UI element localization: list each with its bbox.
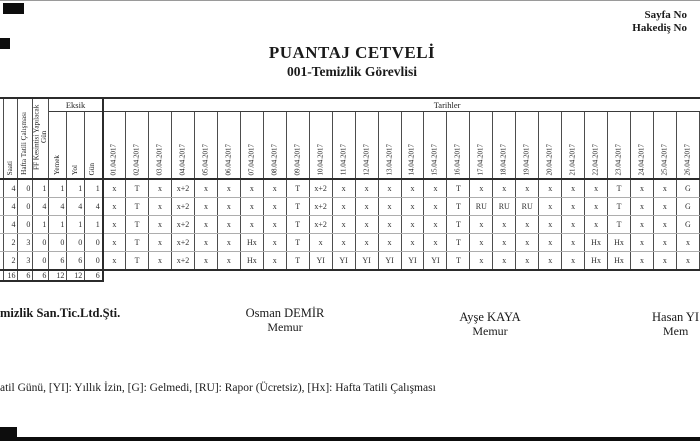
day-cell: x bbox=[378, 216, 401, 234]
date-column-header bbox=[470, 112, 493, 180]
day-cell: x bbox=[217, 234, 240, 252]
eksik-column-header-1-label: Yol bbox=[71, 164, 79, 175]
date-column-header-label: 09.04.2017 bbox=[293, 143, 302, 175]
day-cell: x bbox=[401, 179, 424, 198]
total-value-cell: 6 bbox=[18, 270, 33, 281]
eksik-column-header-0-label: Yemek bbox=[53, 154, 62, 175]
day-cell: T bbox=[608, 179, 631, 198]
day-cell: x bbox=[332, 198, 355, 216]
date-column-header-label: 24.04.2017 bbox=[637, 143, 646, 175]
total-value-cell: 6 bbox=[33, 270, 49, 281]
date-column-header bbox=[217, 112, 240, 180]
date-column-header bbox=[355, 112, 378, 180]
day-cell: Hx bbox=[585, 252, 608, 271]
day-cell: x bbox=[516, 252, 539, 271]
date-column-header bbox=[309, 112, 332, 180]
eksik-column-header-0 bbox=[49, 112, 67, 180]
day-cell: x bbox=[493, 216, 516, 234]
date-column-header-label: 02.04.2017 bbox=[132, 143, 141, 175]
left-value-cell: 1 bbox=[33, 216, 49, 234]
day-cell: x bbox=[562, 234, 585, 252]
left-value-cell: 0 bbox=[18, 216, 33, 234]
signer-role: Mem bbox=[663, 324, 689, 338]
day-cell: x bbox=[424, 234, 447, 252]
day-cell: x bbox=[194, 216, 217, 234]
day-cell: YI bbox=[378, 252, 401, 271]
day-cell: T bbox=[126, 216, 149, 234]
total-value-cell: 6 bbox=[85, 270, 103, 281]
day-cell: x bbox=[470, 179, 493, 198]
left-value-cell: 0 bbox=[18, 198, 33, 216]
day-cell: YI bbox=[355, 252, 378, 271]
date-column-header-label: 03.04.2017 bbox=[155, 143, 164, 175]
day-cell: x bbox=[424, 198, 447, 216]
date-column-header-label: 05.04.2017 bbox=[201, 143, 210, 175]
day-cell: x bbox=[355, 179, 378, 198]
day-cell: x bbox=[676, 252, 699, 271]
date-column-header-label: 23.04.2017 bbox=[614, 143, 623, 175]
day-cell: x bbox=[332, 216, 355, 234]
day-cell: Hx bbox=[608, 234, 631, 252]
company-name: mizlik San.Tic.Ltd.Şti. bbox=[0, 306, 121, 320]
day-cell: x bbox=[194, 234, 217, 252]
day-cell: x bbox=[355, 198, 378, 216]
left-column-header-1 bbox=[18, 98, 33, 179]
day-cell: x bbox=[424, 179, 447, 198]
day-cell: T bbox=[126, 252, 149, 271]
scan-edge-line bbox=[0, 0, 700, 1]
date-column-header-label: 14.04.2017 bbox=[407, 143, 416, 175]
day-cell: T bbox=[126, 234, 149, 252]
day-cell: x bbox=[332, 179, 355, 198]
day-cell: YI bbox=[332, 252, 355, 271]
day-cell: x bbox=[103, 179, 126, 198]
day-cell: x bbox=[516, 234, 539, 252]
left-value-cell: 1 bbox=[67, 179, 85, 198]
hakedis-no-label: Hakediş No bbox=[632, 22, 687, 34]
left-value-cell: 0 bbox=[67, 234, 85, 252]
day-cell: x+2 bbox=[309, 216, 332, 234]
employee-row bbox=[0, 252, 700, 271]
tarihler-group-header bbox=[103, 98, 700, 112]
day-cell: x bbox=[355, 234, 378, 252]
date-column-header bbox=[516, 112, 539, 180]
day-cell: x bbox=[217, 252, 240, 271]
day-cell: x bbox=[470, 234, 493, 252]
total-value-cell: 12 bbox=[49, 270, 67, 281]
left-value-cell: 0 bbox=[49, 234, 67, 252]
day-cell: x bbox=[562, 198, 585, 216]
day-cell: x bbox=[103, 234, 126, 252]
date-column-header-label: 18.04.2017 bbox=[499, 143, 508, 175]
day-cell: T bbox=[286, 216, 309, 234]
day-cell: x bbox=[631, 252, 654, 271]
day-cell: Hx bbox=[240, 252, 263, 271]
day-cell: T bbox=[286, 234, 309, 252]
day-cell: x bbox=[355, 216, 378, 234]
day-cell: x bbox=[149, 234, 172, 252]
left-value-cell: 4 bbox=[67, 198, 85, 216]
date-column-header bbox=[447, 112, 470, 180]
day-cell: YI bbox=[424, 252, 447, 271]
day-cell: x bbox=[263, 179, 286, 198]
day-cell: x bbox=[263, 198, 286, 216]
total-value-cell: 12 bbox=[67, 270, 85, 281]
day-cell: x+2 bbox=[309, 179, 332, 198]
date-column-header bbox=[194, 112, 217, 180]
day-cell: x bbox=[470, 252, 493, 271]
day-cell: RU bbox=[516, 198, 539, 216]
date-column-header bbox=[263, 112, 286, 180]
day-cell: x bbox=[539, 179, 562, 198]
day-cell: T bbox=[608, 216, 631, 234]
day-cell: x bbox=[103, 198, 126, 216]
day-cell: x bbox=[217, 179, 240, 198]
employee-row bbox=[0, 234, 700, 252]
left-column-header-1-label: Hafta Tatili Çalışması bbox=[20, 112, 29, 175]
day-cell: x bbox=[653, 216, 676, 234]
day-cell: x bbox=[631, 198, 654, 216]
eksik-group-header: Eksik bbox=[49, 98, 103, 112]
day-cell: x bbox=[263, 216, 286, 234]
day-cell: x bbox=[263, 252, 286, 271]
day-cell: x bbox=[378, 179, 401, 198]
day-cell: x bbox=[401, 234, 424, 252]
status-code-legend: atil Günü, [YI]: Yıllık İzin, [G]: Gelmedi, [RU]: Rapor (Ücretsiz), [Hx]: Hafta Tatili Çalışması bbox=[0, 382, 436, 394]
day-cell: G bbox=[676, 198, 699, 216]
left-value-cell: 2 bbox=[4, 234, 18, 252]
signature-block bbox=[652, 310, 700, 338]
day-cell: x bbox=[149, 179, 172, 198]
left-column-header-0-label: Saati bbox=[6, 160, 15, 175]
date-column-header-label: 13.04.2017 bbox=[384, 143, 393, 175]
day-cell: YI bbox=[401, 252, 424, 271]
date-column-header bbox=[172, 112, 195, 180]
day-cell: x+2 bbox=[309, 198, 332, 216]
day-cell: x bbox=[470, 216, 493, 234]
left-value-cell: 1 bbox=[85, 179, 103, 198]
left-value-cell: 0 bbox=[33, 252, 49, 271]
signer-role: Memur bbox=[267, 320, 303, 334]
left-value-cell: 4 bbox=[4, 216, 18, 234]
day-cell: x bbox=[493, 234, 516, 252]
day-cell: x+2 bbox=[172, 198, 195, 216]
day-cell: x bbox=[240, 198, 263, 216]
day-cell: Hx bbox=[608, 252, 631, 271]
day-cell: x bbox=[217, 216, 240, 234]
day-cell: x bbox=[562, 179, 585, 198]
date-column-header bbox=[424, 112, 447, 180]
left-value-cell: 4 bbox=[4, 179, 18, 198]
left-value-cell: 2 bbox=[4, 252, 18, 271]
day-cell: G bbox=[676, 179, 699, 198]
day-cell: T bbox=[447, 234, 470, 252]
left-value-cell: 0 bbox=[18, 179, 33, 198]
day-cell: x bbox=[585, 216, 608, 234]
employee-row bbox=[0, 198, 700, 216]
left-column-header-2 bbox=[33, 98, 49, 179]
date-column-header bbox=[562, 112, 585, 180]
date-column-header-label: 25.04.2017 bbox=[660, 143, 669, 175]
signature-block bbox=[200, 306, 370, 334]
date-column-header-label: 17.04.2017 bbox=[476, 143, 485, 175]
date-column-header-label: 15.04.2017 bbox=[430, 143, 439, 175]
page-number-labels bbox=[632, 9, 687, 35]
left-value-cell: 6 bbox=[49, 252, 67, 271]
date-column-header-label: 07.04.2017 bbox=[247, 143, 256, 175]
left-value-cell: 4 bbox=[4, 198, 18, 216]
document-subtitle: 001-Temizlik Görevlisi bbox=[286, 64, 418, 79]
left-value-cell: 0 bbox=[85, 252, 103, 271]
day-cell: x bbox=[194, 179, 217, 198]
totals-empty-region bbox=[103, 270, 700, 281]
day-cell: x bbox=[585, 179, 608, 198]
day-cell: x bbox=[194, 252, 217, 271]
day-cell: T bbox=[286, 198, 309, 216]
day-cell: x bbox=[631, 216, 654, 234]
day-cell: x bbox=[217, 198, 240, 216]
date-column-header bbox=[608, 112, 631, 180]
left-value-cell: 1 bbox=[33, 179, 49, 198]
date-column-header bbox=[126, 112, 149, 180]
date-column-header bbox=[493, 112, 516, 180]
signature-block bbox=[405, 310, 575, 338]
employee-row bbox=[0, 216, 700, 234]
employee-row bbox=[0, 179, 700, 198]
date-column-header-label: 11.04.2017 bbox=[338, 143, 347, 175]
day-cell: T bbox=[126, 198, 149, 216]
left-column-header-2-label: FF Kesintisi Yapılacak Gün bbox=[32, 104, 48, 170]
day-cell: x bbox=[653, 198, 676, 216]
day-cell: T bbox=[447, 216, 470, 234]
signer-name: Hasan YI bbox=[652, 310, 700, 324]
day-cell: x bbox=[401, 216, 424, 234]
day-cell: T bbox=[286, 179, 309, 198]
document-title: PUANTAJ CETVELİ bbox=[268, 43, 436, 62]
date-column-header bbox=[653, 112, 676, 180]
date-column-header-label: 08.04.2017 bbox=[270, 143, 279, 175]
left-value-cell: 6 bbox=[67, 252, 85, 271]
left-value-cell: 4 bbox=[33, 198, 49, 216]
day-cell: x bbox=[516, 179, 539, 198]
day-cell: x+2 bbox=[172, 234, 195, 252]
date-column-header-label: 26.04.2017 bbox=[683, 143, 692, 175]
day-cell: x bbox=[539, 234, 562, 252]
date-column-header bbox=[240, 112, 263, 180]
left-value-cell: 3 bbox=[18, 234, 33, 252]
day-cell: T bbox=[286, 252, 309, 271]
day-cell: x bbox=[149, 198, 172, 216]
date-column-header-label: 16.04.2017 bbox=[453, 143, 462, 175]
day-cell: x bbox=[103, 252, 126, 271]
date-column-header bbox=[149, 112, 172, 180]
day-cell: x bbox=[562, 216, 585, 234]
day-cell: x bbox=[149, 216, 172, 234]
day-cell: RU bbox=[470, 198, 493, 216]
left-value-cell: 3 bbox=[18, 252, 33, 271]
signer-role: Memur bbox=[472, 324, 508, 338]
day-cell: x bbox=[585, 198, 608, 216]
date-column-header-label: 01.04.2017 bbox=[109, 143, 118, 175]
date-column-header-label: 22.04.2017 bbox=[591, 143, 600, 175]
eksik-column-header-2-label: Gün bbox=[88, 162, 97, 175]
day-cell: x bbox=[631, 179, 654, 198]
day-cell: x bbox=[424, 216, 447, 234]
total-value-cell: 16 bbox=[4, 270, 18, 281]
title-block bbox=[0, 43, 700, 80]
day-cell: x bbox=[539, 198, 562, 216]
day-cell: x bbox=[240, 216, 263, 234]
left-value-cell: 4 bbox=[49, 198, 67, 216]
date-column-header bbox=[631, 112, 654, 180]
day-cell: T bbox=[608, 198, 631, 216]
day-cell: x bbox=[516, 216, 539, 234]
day-cell: T bbox=[447, 179, 470, 198]
day-cell: x bbox=[149, 252, 172, 271]
day-cell: x bbox=[378, 234, 401, 252]
date-column-header bbox=[286, 112, 309, 180]
eksik-column-header-2 bbox=[85, 112, 103, 180]
date-column-header bbox=[401, 112, 424, 180]
date-column-header bbox=[378, 112, 401, 180]
date-column-header-label: 10.04.2017 bbox=[316, 143, 324, 175]
day-cell: x bbox=[332, 234, 355, 252]
date-column-header-label: 12.04.2017 bbox=[361, 143, 370, 175]
sayfa-no-label: Sayfa No bbox=[644, 9, 687, 21]
scan-artifact-top-left bbox=[3, 3, 24, 14]
puantaj-table bbox=[0, 97, 700, 282]
scan-edge-bottom bbox=[0, 437, 700, 441]
left-value-cell: 1 bbox=[67, 216, 85, 234]
date-column-header-label: 21.04.2017 bbox=[568, 143, 577, 175]
day-cell: x bbox=[493, 252, 516, 271]
day-cell: Hx bbox=[240, 234, 263, 252]
left-value-cell: 4 bbox=[85, 198, 103, 216]
left-value-cell: 1 bbox=[49, 216, 67, 234]
day-cell: x bbox=[263, 234, 286, 252]
day-cell: x bbox=[401, 198, 424, 216]
date-column-header-label: 20.04.2017 bbox=[545, 143, 554, 175]
tarihler-group-label: Tarihler bbox=[433, 100, 461, 110]
left-value-cell: 1 bbox=[49, 179, 67, 198]
day-cell: G bbox=[676, 216, 699, 234]
day-cell: x bbox=[539, 252, 562, 271]
day-cell: RU bbox=[493, 198, 516, 216]
date-column-header-label: 19.04.2017 bbox=[522, 143, 531, 175]
day-cell: T bbox=[126, 179, 149, 198]
day-cell: x bbox=[539, 216, 562, 234]
date-column-header-label: 04.04.2017 bbox=[178, 143, 187, 175]
left-value-cell: 0 bbox=[85, 234, 103, 252]
timesheet-table-wrap bbox=[0, 97, 700, 282]
left-value-cell: 1 bbox=[85, 216, 103, 234]
day-cell: YI bbox=[309, 252, 332, 271]
day-cell: x bbox=[631, 234, 654, 252]
eksik-column-header-1 bbox=[67, 112, 85, 180]
day-cell: Hx bbox=[585, 234, 608, 252]
date-column-header-label: 06.04.2017 bbox=[224, 143, 233, 175]
day-cell: x bbox=[378, 198, 401, 216]
date-column-header bbox=[103, 112, 126, 180]
day-cell: x bbox=[676, 234, 699, 252]
day-cell: x bbox=[493, 179, 516, 198]
day-cell: x bbox=[653, 234, 676, 252]
date-column-header bbox=[332, 112, 355, 180]
left-value-cell: 0 bbox=[33, 234, 49, 252]
signer-name: Osman DEMİR bbox=[245, 306, 325, 320]
date-column-header bbox=[676, 112, 699, 180]
signer-name: Ayşe KAYA bbox=[459, 310, 521, 324]
totals-row bbox=[0, 270, 700, 281]
date-column-header bbox=[585, 112, 608, 180]
day-cell: x bbox=[309, 234, 332, 252]
day-cell: x bbox=[240, 179, 263, 198]
day-cell: x+2 bbox=[172, 216, 195, 234]
date-column-header bbox=[539, 112, 562, 180]
day-cell: T bbox=[447, 198, 470, 216]
day-cell: x bbox=[562, 252, 585, 271]
day-cell: x+2 bbox=[172, 252, 195, 271]
day-cell: T bbox=[447, 252, 470, 271]
day-cell: x bbox=[653, 179, 676, 198]
day-cell: x bbox=[653, 252, 676, 271]
left-column-header-0 bbox=[4, 98, 18, 179]
day-cell: x bbox=[103, 216, 126, 234]
day-cell: x bbox=[194, 198, 217, 216]
day-cell: x+2 bbox=[172, 179, 195, 198]
